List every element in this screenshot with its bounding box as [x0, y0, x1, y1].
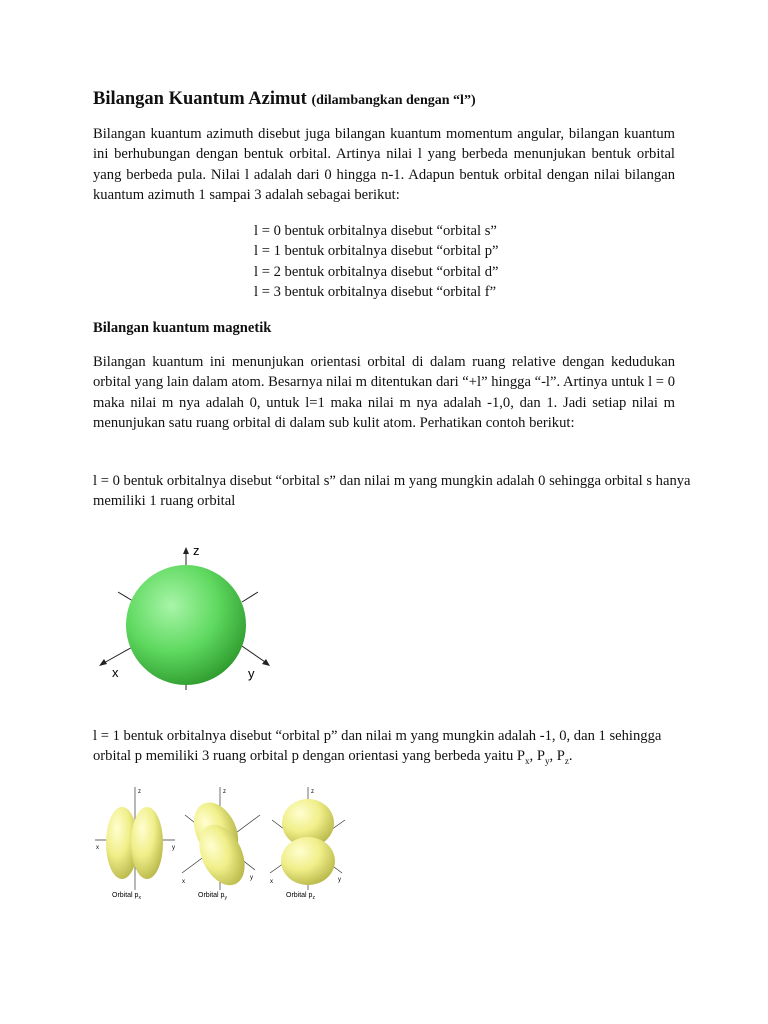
p-end: .: [568, 748, 573, 765]
p-sub-x: x: [525, 756, 530, 767]
py-y-label: y: [250, 875, 253, 881]
title-text: Bilangan Kuantum Azimut: [93, 89, 307, 109]
list-item: l = 0 bentuk orbitalnya disebut “orbital s”: [254, 223, 497, 239]
section-title-magnetic: Bilangan kuantum magnetik: [93, 320, 272, 336]
caption-py: Orbital $p_y$: [198, 892, 227, 901]
back-axis-right: [242, 592, 258, 602]
p-text-main: l = 1 bentuk orbitalnya disebut “orbital p” dan nilai m yang mungkin adalah -1, 0, dan 1 sehingga orbital p memiliki 3 ruang orbital p dengan orientasi yang berbeda yaitu P: [93, 728, 662, 765]
pz-x-label: x: [270, 879, 273, 885]
x-axis-label: x: [112, 665, 119, 680]
px-lobe-right: [131, 807, 163, 879]
title-note: (dilambangkan dengan “l”): [311, 93, 476, 108]
section-title-azimuthal: [93, 88, 693, 112]
z-axis-arrow: [183, 547, 189, 554]
orbital-list: [254, 221, 499, 303]
p-sep-2: , P: [549, 748, 565, 765]
orbital-py: [182, 787, 260, 892]
pz-y-label: y: [338, 877, 341, 883]
s-orbital-sphere: [126, 565, 246, 685]
px-y-label: y: [172, 845, 175, 851]
magnetic-paragraph: Bilangan kuantum ini menunjukan orientasi orbital di dalam ruang relative dengan kedudukan orbital yang lain dalam atom. Besarnya nilai m ditentukan dari “+l” hingga “-l”. Artinya untuk l = 0 maka nilai m nya adalah 0, untuk l=1 maka nilai m nya adalah -1,0, dan 1. Jadi setiap nilai m menunjukan satu ruang orbital di dalam sub kulit atom. Perhatikan contoh berikut:: [93, 354, 675, 432]
list-item: l = 3 bentuk orbitalnya disebut “orbital f”: [254, 284, 497, 301]
pz-lobe-bottom: [281, 837, 335, 885]
p-orbital-text: [93, 726, 693, 772]
y-axis-line: [239, 644, 268, 664]
py-x-label: x: [182, 879, 185, 885]
px-x-label: x: [96, 845, 99, 851]
orbital-pz: [270, 787, 345, 890]
s-orbital-text: l = 0 bentuk orbitalnya disebut “orbital s” dan nilai m yang mungkin adalah 0 sehingga orbital s hanya memiliki 1 ruang orbital: [93, 473, 691, 510]
p-sub-y: y: [544, 756, 550, 767]
py-z-label: z: [223, 789, 226, 795]
px-z-label: z: [138, 789, 141, 795]
y-axis-arrow: [262, 659, 270, 666]
x-axis-arrow: [99, 659, 107, 666]
p-sep-1: , P: [529, 748, 545, 765]
caption-px: Orbital $p_x$: [112, 892, 141, 901]
s-orbital-figure: [96, 540, 286, 690]
y-axis-label: y: [248, 666, 255, 681]
z-axis-label: z: [193, 543, 200, 558]
p-orbitals-figure: [90, 785, 350, 910]
caption-pz: Orbital $p_z$: [286, 892, 315, 901]
azimuthal-paragraph: Bilangan kuantum azimuth disebut juga bilangan kuantum momentum angular, bilangan kuantum ini berhubungan dengan bentuk orbital. Artinya nilai l yang berbeda menunjukan bentuk orbital yang berbeda pula. Nilai l adalah dari 0 hingga n-1. Adapun bentuk orbital dengan nilai bilangan kuantum azimuth 1 sampai 3 adalah sebagai berikut:: [93, 126, 675, 204]
orbital-px: [95, 787, 175, 890]
list-item: l = 1 bentuk orbitalnya disebut “orbital p”: [254, 243, 499, 260]
pz-z-label: z: [311, 789, 314, 795]
p-sub-z: z: [564, 756, 569, 767]
list-item: l = 2 bentuk orbitalnya disebut “orbital d”: [254, 263, 499, 280]
